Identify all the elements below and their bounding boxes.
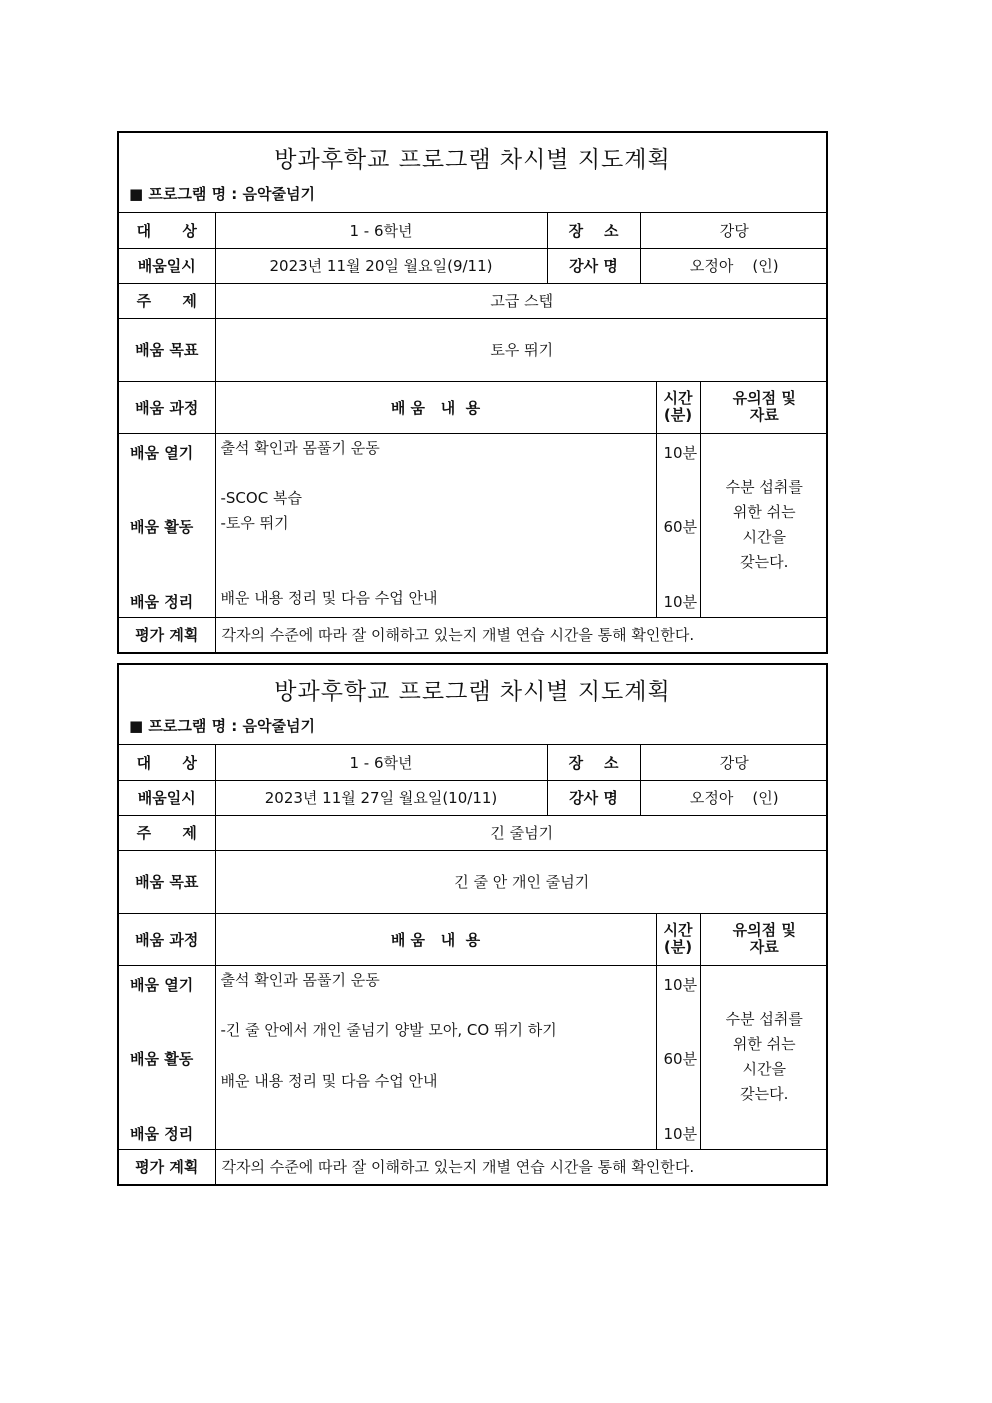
notes-line-1: 수분 섭취를 bbox=[725, 1010, 803, 1028]
notes-header-line2: 자료 bbox=[749, 406, 779, 424]
content-close: 배운 내용 정리 및 다음 수업 안내 bbox=[220, 588, 438, 607]
program-name: ■ 프로그램 명 : 음악줄넘기 bbox=[129, 185, 315, 203]
content-column bbox=[215, 433, 656, 617]
notes-header-line2: 자료 bbox=[749, 938, 779, 956]
process-label: 배움 과정 bbox=[119, 913, 215, 965]
content-activity-2: 배운 내용 정리 및 다음 수업 안내 bbox=[220, 1071, 438, 1090]
notes-column bbox=[700, 965, 828, 1149]
time-open: 10분 bbox=[663, 443, 698, 462]
topic-label: 주 제 bbox=[119, 815, 215, 850]
time-activity: 60분 bbox=[663, 1049, 698, 1068]
time-column bbox=[656, 433, 700, 617]
process-label: 배움 과정 bbox=[119, 381, 215, 433]
lesson-plan-2 bbox=[117, 663, 828, 1186]
time-header bbox=[656, 381, 700, 433]
notes-header bbox=[700, 913, 828, 965]
time-open: 10분 bbox=[663, 975, 698, 994]
goal-value: 긴 줄 안 개인 줄넘기 bbox=[215, 850, 828, 913]
stage-column bbox=[119, 433, 215, 617]
time-header-line2: (분) bbox=[663, 406, 693, 424]
eval-label: 평가 계획 bbox=[119, 617, 215, 652]
date-value: 2023년 11월 27일 월요일(10/11) bbox=[215, 780, 547, 815]
target-label: 대 상 bbox=[119, 213, 215, 248]
time-header-line1: 시간 bbox=[663, 389, 693, 407]
content-column bbox=[215, 965, 656, 1149]
stage-column bbox=[119, 965, 215, 1149]
time-header-line1: 시간 bbox=[663, 921, 693, 939]
notes-column bbox=[700, 433, 828, 617]
stage-activity: 배움 활동 bbox=[130, 517, 194, 536]
place-label: 장 소 bbox=[547, 213, 640, 248]
place-value: 강당 bbox=[640, 745, 828, 780]
notes-line-2: 위한 쉬는 bbox=[732, 503, 796, 521]
plan-table bbox=[119, 745, 828, 1184]
topic-value: 긴 줄넘기 bbox=[215, 815, 828, 850]
date-value: 2023년 11월 20일 월요일(9/11) bbox=[215, 248, 547, 283]
plan-header bbox=[119, 133, 826, 213]
notes-header bbox=[700, 381, 828, 433]
content-label: 배 움 내 용 bbox=[215, 381, 656, 433]
goal-label: 배움 목표 bbox=[119, 850, 215, 913]
notes-line-3: 시간을 bbox=[742, 1060, 786, 1078]
stage-open: 배움 열기 bbox=[130, 443, 194, 462]
goal-label: 배움 목표 bbox=[119, 318, 215, 381]
stage-activity: 배움 활동 bbox=[130, 1049, 194, 1068]
notes-line-3: 시간을 bbox=[742, 528, 786, 546]
content-label: 배 움 내 용 bbox=[215, 913, 656, 965]
eval-value: 각자의 수준에 따라 잘 이해하고 있는지 개별 연습 시간을 통해 확인한다. bbox=[215, 1149, 828, 1184]
content-activity-2: -토우 뛰기 bbox=[220, 513, 289, 532]
time-activity: 60분 bbox=[663, 517, 698, 536]
target-value: 1 - 6학년 bbox=[215, 745, 547, 780]
date-label: 배움일시 bbox=[119, 780, 215, 815]
content-activity-1: -긴 줄 안에서 개인 줄넘기 양발 모아, CO 뛰기 하기 bbox=[220, 1020, 557, 1039]
time-column bbox=[656, 965, 700, 1149]
target-label: 대 상 bbox=[119, 745, 215, 780]
content-open: 출석 확인과 몸풀기 운동 bbox=[220, 438, 380, 457]
topic-value: 고급 스텝 bbox=[215, 283, 828, 318]
stage-close: 배움 정리 bbox=[130, 592, 194, 611]
notes-line-1: 수분 섭취를 bbox=[725, 478, 803, 496]
plan-title: 방과후학교 프로그램 차시별 지도계획 bbox=[274, 679, 671, 705]
stage-close: 배움 정리 bbox=[130, 1124, 194, 1143]
teacher-value: 오정아 (인) bbox=[640, 248, 828, 283]
teacher-label: 강사 명 bbox=[547, 248, 640, 283]
time-header-line2: (분) bbox=[663, 938, 693, 956]
eval-label: 평가 계획 bbox=[119, 1149, 215, 1184]
date-label: 배움일시 bbox=[119, 248, 215, 283]
time-close: 10분 bbox=[663, 1124, 698, 1143]
teacher-value: 오정아 (인) bbox=[640, 780, 828, 815]
notes-line-4: 갖는다. bbox=[740, 1085, 789, 1103]
time-header bbox=[656, 913, 700, 965]
notes-line-2: 위한 쉬는 bbox=[732, 1035, 796, 1053]
notes-line-4: 갖는다. bbox=[740, 553, 789, 571]
eval-value: 각자의 수준에 따라 잘 이해하고 있는지 개별 연습 시간을 통해 확인한다. bbox=[215, 617, 828, 652]
time-close: 10분 bbox=[663, 592, 698, 611]
content-activity-1: -SCOC 복습 bbox=[220, 488, 302, 507]
plan-title: 방과후학교 프로그램 차시별 지도계획 bbox=[274, 147, 671, 173]
target-value: 1 - 6학년 bbox=[215, 213, 547, 248]
program-name: ■ 프로그램 명 : 음악줄넘기 bbox=[129, 717, 315, 735]
content-open: 출석 확인과 몸풀기 운동 bbox=[220, 970, 380, 989]
place-value: 강당 bbox=[640, 213, 828, 248]
place-label: 장 소 bbox=[547, 745, 640, 780]
notes-header-line1: 유의점 및 bbox=[732, 921, 796, 939]
topic-label: 주 제 bbox=[119, 283, 215, 318]
goal-value: 토우 뛰기 bbox=[215, 318, 828, 381]
teacher-label: 강사 명 bbox=[547, 780, 640, 815]
lesson-plan-1 bbox=[117, 131, 828, 654]
notes-header-line1: 유의점 및 bbox=[732, 389, 796, 407]
stage-open: 배움 열기 bbox=[130, 975, 194, 994]
plan-header bbox=[119, 665, 826, 745]
plan-table bbox=[119, 213, 828, 652]
